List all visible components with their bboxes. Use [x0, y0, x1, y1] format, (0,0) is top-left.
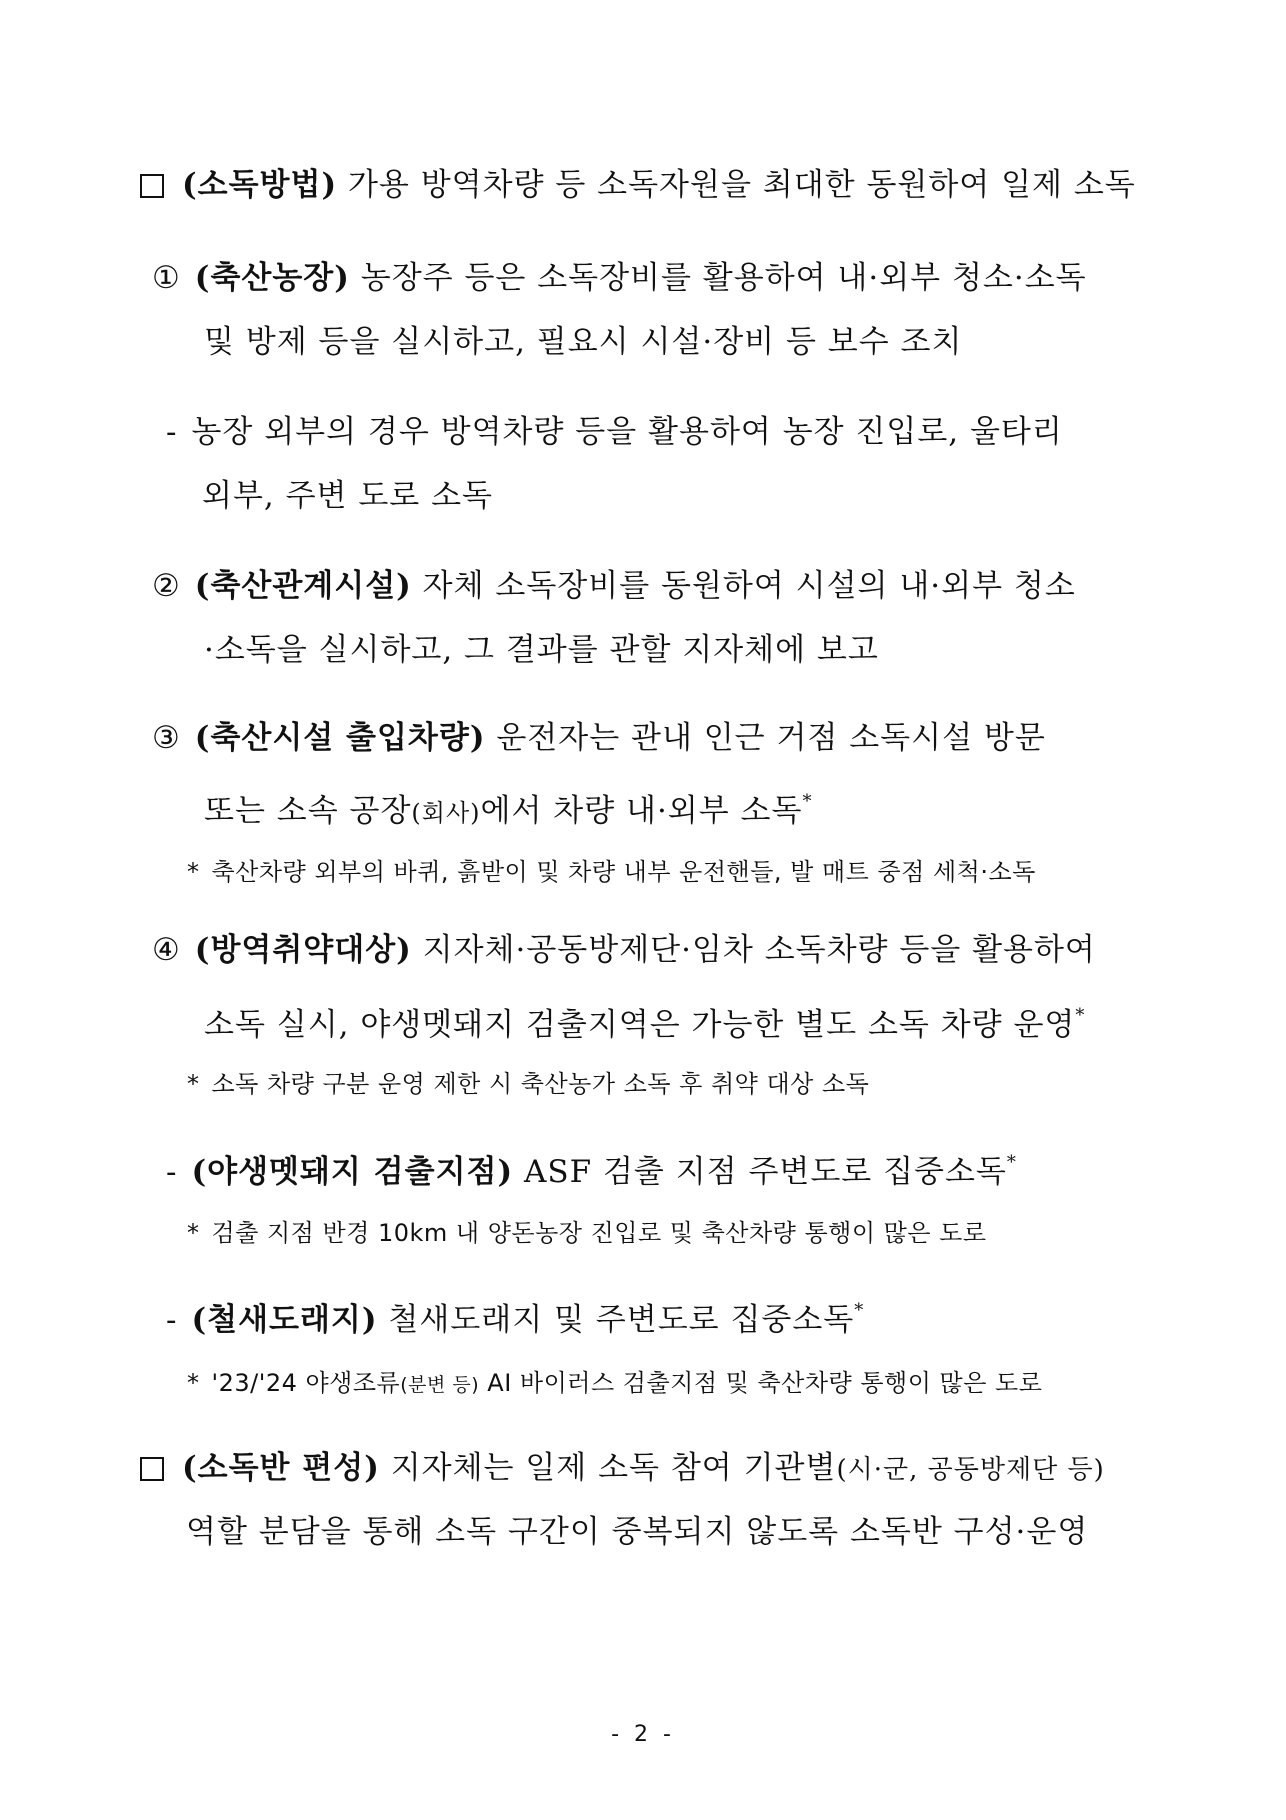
item-2-heading: (축산관계시설) [194, 568, 412, 604]
item-4-note [187, 1068, 869, 1100]
dash-bird-heading: (철새도래지) [191, 1302, 378, 1338]
item-2-line-1 [152, 566, 1076, 606]
dash-bird-note-text-b: (분변 등) [400, 1374, 480, 1396]
item-3-line-1 [152, 718, 1046, 758]
section-2-heading: (소독반 편성) [182, 1450, 380, 1486]
section-1-line [140, 165, 1136, 205]
item-1-dash-line-1 [166, 412, 1063, 452]
section-2-line-1 [140, 1448, 1105, 1490]
item-1-dash-text-2: 외부, 주변 도로 소독 [202, 478, 493, 514]
item-4-text-2: 소독 실시, 야생멧돼지 검출지역은 가능한 별도 소독 차량 운영 [204, 1007, 1076, 1043]
dash-marker: - [166, 1154, 178, 1190]
item-1-line-2 [204, 322, 962, 362]
note-asterisk: * [187, 858, 200, 886]
item-4-note-text: 소독 차량 구분 운영 제한 시 축산농가 소독 후 취약 대상 소독 [211, 1070, 870, 1098]
note-asterisk: * [187, 1219, 200, 1247]
note-asterisk: * [187, 1369, 200, 1397]
section-1-text: 가용 방역차량 등 소독자원을 최대한 동원하여 일제 소독 [337, 167, 1136, 203]
dash-bird-line [166, 1291, 864, 1340]
item-3-text-2c: 에서 차량 내·외부 소독 [480, 793, 803, 829]
item-1-heading: (축산농장) [194, 260, 350, 296]
section-1-heading: (소독방법) [182, 167, 338, 203]
footnote-marker: * [1006, 1152, 1017, 1173]
dash-marker: - [166, 1302, 178, 1338]
item-3-heading: (축산시설 출입차량) [194, 720, 486, 756]
item-2-text-1: 자체 소독장비를 동원하여 시설의 내·외부 청소 [411, 568, 1076, 604]
dash-marker: - [166, 414, 178, 450]
dash-boar-heading: (야생멧돼지 검출지점) [191, 1154, 514, 1190]
item-1-number: ① [152, 260, 181, 296]
item-2-line-2 [204, 630, 879, 670]
item-3-note-text: 축산차량 외부의 바퀴, 흙받이 및 차량 내부 운전핸들, 발 매트 중점 세척·소독 [211, 858, 1036, 886]
section-2-text-2: 역할 분담을 통해 소독 구간이 중복되지 않도록 소독반 구성·운영 [186, 1514, 1089, 1550]
section-2-text-1a: 지자체는 일제 소독 참여 기관별 [379, 1450, 837, 1486]
item-4-line-1 [152, 930, 1096, 970]
item-2-number: ② [152, 568, 181, 604]
item-3-text-1: 운전자는 관내 인근 거점 소독시설 방문 [485, 720, 1046, 756]
checkbox-square-icon [140, 174, 164, 198]
dash-boar-text: ASF 검출 지점 주변도로 집중소독 [513, 1154, 1007, 1190]
dash-boar-note-text: 검출 지점 반경 10km 내 양돈농장 진입로 및 축산차량 통행이 많은 도로 [211, 1219, 987, 1247]
item-1-text-1: 농장주 등은 소독장비를 활용하여 내·외부 청소·소독 [349, 260, 1087, 296]
item-1-dash-text-1: 농장 외부의 경우 방역차량 등을 활용하여 농장 진입로, 울타리 [191, 414, 1063, 450]
dash-bird-note-text-a: '23/'24 야생조류 [211, 1369, 401, 1397]
dash-bird-text: 철새도래지 및 주변도로 집중소독 [377, 1302, 855, 1338]
footnote-marker: * [802, 791, 813, 812]
item-3-note [187, 856, 1036, 888]
dash-bird-note [187, 1367, 1042, 1401]
note-asterisk: * [187, 1070, 200, 1098]
section-2-text-1b: (시·군, 공동방제단 등) [836, 1455, 1105, 1485]
item-3-text-2b: (회사) [411, 799, 481, 827]
footnote-marker: * [1075, 1005, 1086, 1026]
checkbox-square-icon [140, 1457, 164, 1481]
dash-boar-line [166, 1143, 1017, 1192]
item-1-line-1 [152, 258, 1087, 298]
item-3-number: ③ [152, 720, 181, 756]
section-2-line-2 [186, 1512, 1088, 1552]
footnote-marker: * [854, 1300, 865, 1321]
item-1-dash-line-2 [202, 476, 493, 516]
item-4-text-1: 지자체·공동방제단·임차 소독차량 등을 활용하여 [411, 932, 1096, 968]
item-4-number: ④ [152, 932, 181, 968]
item-2-text-2: ·소독을 실시하고, 그 결과를 관할 지자체에 보고 [204, 632, 879, 668]
item-3-line-2 [204, 782, 812, 833]
item-4-heading: (방역취약대상) [194, 932, 412, 968]
item-1-text-2: 및 방제 등을 실시하고, 필요시 시설·장비 등 보수 조치 [204, 324, 963, 360]
item-3-text-2a: 또는 소속 공장 [204, 793, 412, 829]
item-4-line-2 [204, 996, 1085, 1045]
page-number: - 2 - [611, 1722, 675, 1747]
dash-boar-note [187, 1217, 987, 1249]
dash-bird-note-text-c: AI 바이러스 검출지점 및 축산차량 통행이 많은 도로 [479, 1369, 1043, 1397]
